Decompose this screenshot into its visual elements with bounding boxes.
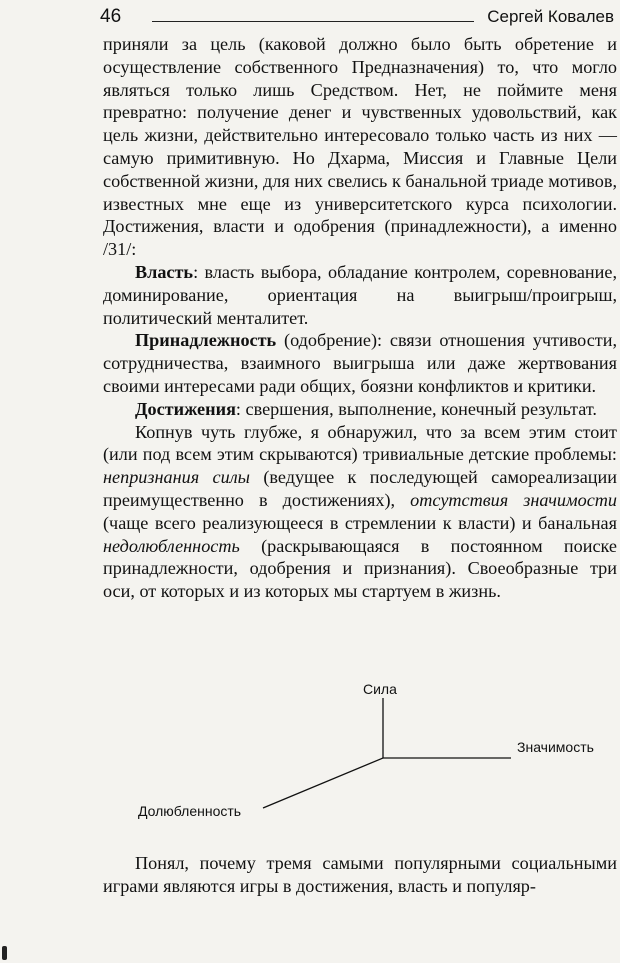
emphasis: недолюбленность [103,535,240,556]
emphasis: непризнания силы [103,467,250,488]
term-heading: Достижения [135,398,236,419]
body-text-continued [103,852,617,898]
body-text [103,33,617,603]
text-run: (раскрывающаяся в постоянном поиске принадлежности, одобрения и признания). Своеобразные три оси, от которых и из которых мы стартуем в жизнь. [103,535,617,602]
page-number: 46 [100,6,122,27]
header-rule [152,21,474,22]
axis-label-strength: Сила [363,681,397,697]
page-header [100,6,620,30]
text-run: : свершения, выполнение, конечный результат. [235,398,597,419]
text-run: приняли за цель (каковой должно было быть обретение и осуществление собственного Предназначения) то, что могло являться только лишь Средством. Нет, не поймите меня превратно: получение денег и чувственных удовольствий, как цель жизни, действительно интересовало только часть из них — самую примитивную. Но Дхарма, Миссия и Главные Цели собственной жизни, для них свелись к банальной триаде мотивов, известных мне еще из университетского курса психологии. Достижения, власти и одобрения (принадлежности), а именно /31/: [103,34,617,260]
emphasis: отсутствия значимости [410,489,617,510]
paragraph: Понял, почему тремя самыми популярными социальными играми являются игры в достижения, власть и популяр- [103,853,617,896]
text-run: Копнув чуть глубже, я обнаружил, что за всем этим стоит (или под всем этим скрываются) тривиальные детские проблемы: [103,421,617,465]
term-heading: Власть [135,261,194,282]
axis-underlove [263,758,383,808]
axis-label-significance: Значимость [517,739,594,755]
paragraph [103,33,617,261]
paragraph-achievement [103,398,617,421]
running-title: Сергей Ковалев [487,7,614,26]
text-run: : власть выбора, обладание контролем, соревнование, доминирование, ориентация на выигрыш/проигрыш, политический менталитет. [103,261,617,328]
text-run: (одобрение): связи отношения учтивости, сотрудничества, взаимного выигрыша или даже жертвования своими интересами ради общих, боязни конфликтов и критики. [103,330,617,396]
term-heading: Принадлежность [135,330,277,351]
paragraph-belonging [103,329,617,397]
axis-label-underlove: Долюбленность [138,803,242,819]
text-run: (чаще всего реализующееся в стремлении к власти) и банальная [103,512,617,533]
three-axes-diagram [103,678,617,828]
text-run: (ведущее к последующей самореализации преимущественно в достижениях), [103,467,617,510]
scan-edge-mark [2,946,7,960]
paragraph-power [103,261,617,329]
paragraph [103,421,617,603]
